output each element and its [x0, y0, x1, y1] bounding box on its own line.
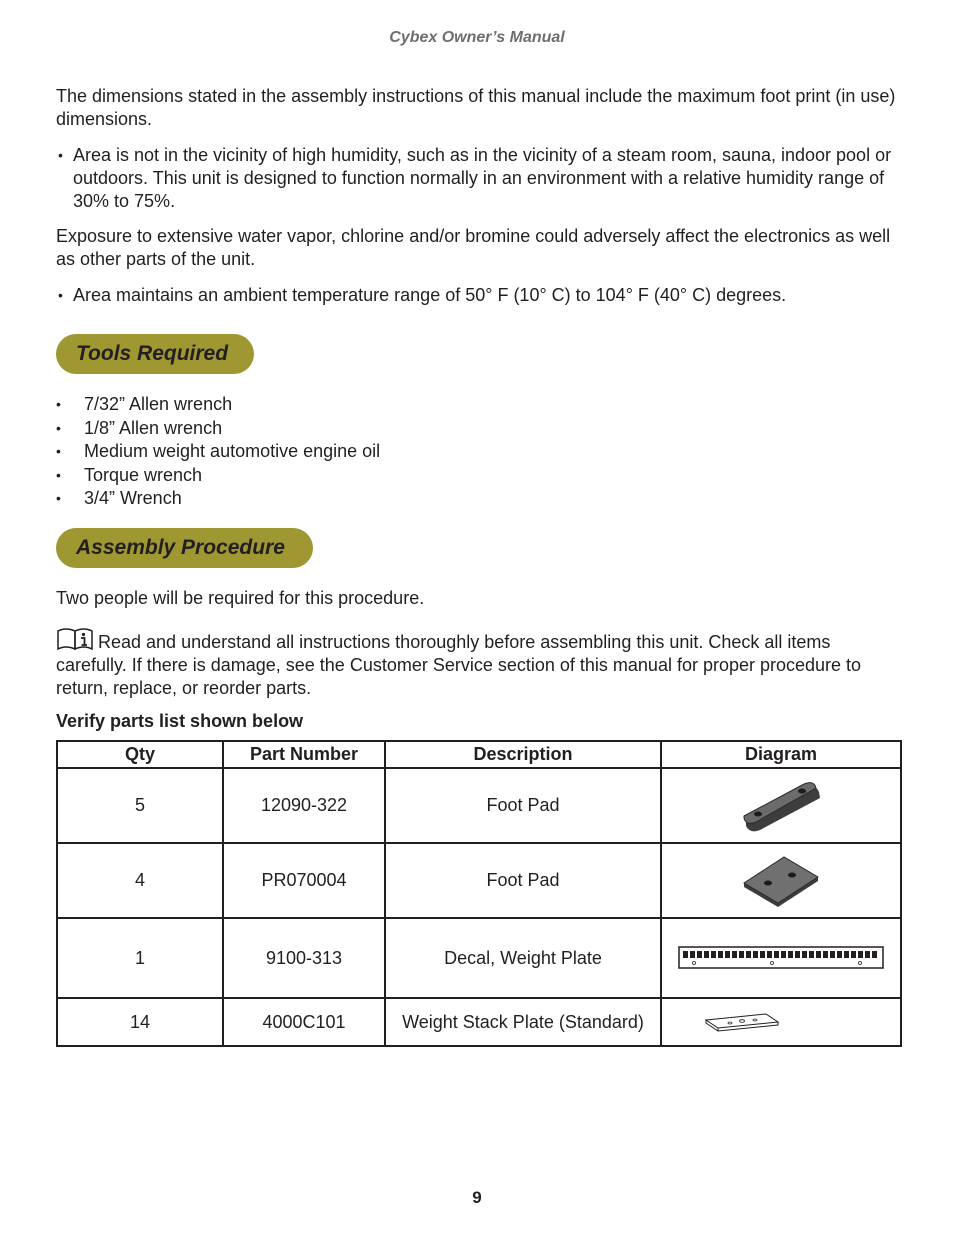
- header-part-number: Part Number: [223, 741, 385, 768]
- cell-description: Decal, Weight Plate: [385, 918, 661, 998]
- cell-description: Foot Pad: [385, 768, 661, 843]
- instruction-text: Read and understand all instructions thoroughly before assembling this unit. Check all items carefully. If there is damage, see the Customer Service section of this manual for proper procedure to return, replace, or reorder parts.: [56, 632, 862, 698]
- list-item: • Medium weight automotive engine oil: [56, 441, 381, 461]
- temperature-bullet: [58, 284, 898, 307]
- parts-table: [56, 740, 902, 1047]
- people-required-text: Two people will be required for this procedure.: [56, 588, 425, 608]
- assembly-procedure-heading: Assembly Procedure: [56, 528, 313, 568]
- instruction-paragraph: [56, 627, 901, 700]
- bullet-icon: •: [56, 396, 61, 412]
- foot-pad-diagram-icon: [736, 778, 826, 834]
- bullet-icon: •: [56, 490, 61, 506]
- bullet-icon: •: [56, 466, 61, 483]
- humidity-bullet-text: Area is not in the vicinity of high humidity, such as in the vicinity of a steam room, sauna, indoor pool or outdoors. This unit is designed to function normally in an environment with a relative humidity range of 30% to 75%.: [73, 145, 892, 211]
- cell-qty: 1: [57, 918, 223, 998]
- weight-stack-plate-diagram-icon: [702, 1010, 782, 1034]
- cell-part-number: 12090-322: [223, 768, 385, 843]
- list-item: • Torque wrench: [56, 464, 203, 485]
- table-row: [57, 843, 901, 918]
- exposure-paragraph: Exposure to extensive water vapor, chlorine and/or bromine could adversely affect the electronics as well as other parts of the unit.: [56, 226, 891, 269]
- list-item: • 3/4” Wrench: [56, 488, 182, 508]
- header-diagram: Diagram: [661, 741, 901, 768]
- cell-part-number: 9100-313: [223, 918, 385, 998]
- cell-diagram: [661, 768, 901, 843]
- table-row: [57, 998, 901, 1046]
- list-item: • 7/32” Allen wrench: [56, 394, 233, 414]
- foot-pad-plate-diagram-icon: [736, 853, 826, 909]
- tools-required-heading: Tools Required: [56, 334, 254, 374]
- page-number: 9: [472, 1188, 482, 1207]
- cell-qty: 4: [57, 843, 223, 918]
- cell-description: Foot Pad: [385, 843, 661, 918]
- decal-weight-plate-diagram-icon: [678, 946, 884, 970]
- list-item: • 1/8” Allen wrench: [56, 417, 223, 438]
- table-row: [57, 768, 901, 843]
- table-header-row: [57, 741, 901, 768]
- manual-header: Cybex Owner’s Manual: [389, 29, 565, 46]
- header-description: Description: [385, 741, 661, 768]
- cell-qty: 14: [57, 998, 223, 1046]
- cell-diagram: [661, 843, 901, 918]
- temperature-bullet-text: Area maintains an ambient temperature range of 50° F (10° C) to 104° F (40° C) degrees.: [73, 285, 787, 305]
- tools-list: [56, 393, 380, 511]
- bullet-icon: •: [56, 419, 61, 436]
- cell-qty: 5: [57, 768, 223, 843]
- manual-info-icon: [56, 627, 94, 651]
- verify-parts-heading: Verify parts list shown below: [56, 711, 304, 731]
- cell-diagram: [661, 998, 901, 1046]
- bullet-icon: •: [56, 443, 61, 459]
- cell-diagram: [661, 918, 901, 998]
- cell-description: Weight Stack Plate (Standard): [385, 998, 661, 1046]
- dimensions-paragraph: The dimensions stated in the assembly instructions of this manual include the maximum foot print (in use) dimensions.: [56, 86, 896, 129]
- cell-part-number: 4000C101: [223, 998, 385, 1046]
- table-row: [57, 918, 901, 998]
- cell-part-number: PR070004: [223, 843, 385, 918]
- bullet-icon: •: [58, 147, 63, 163]
- humidity-bullet: [58, 144, 898, 213]
- header-qty: Qty: [57, 741, 223, 768]
- bullet-icon: •: [58, 287, 63, 303]
